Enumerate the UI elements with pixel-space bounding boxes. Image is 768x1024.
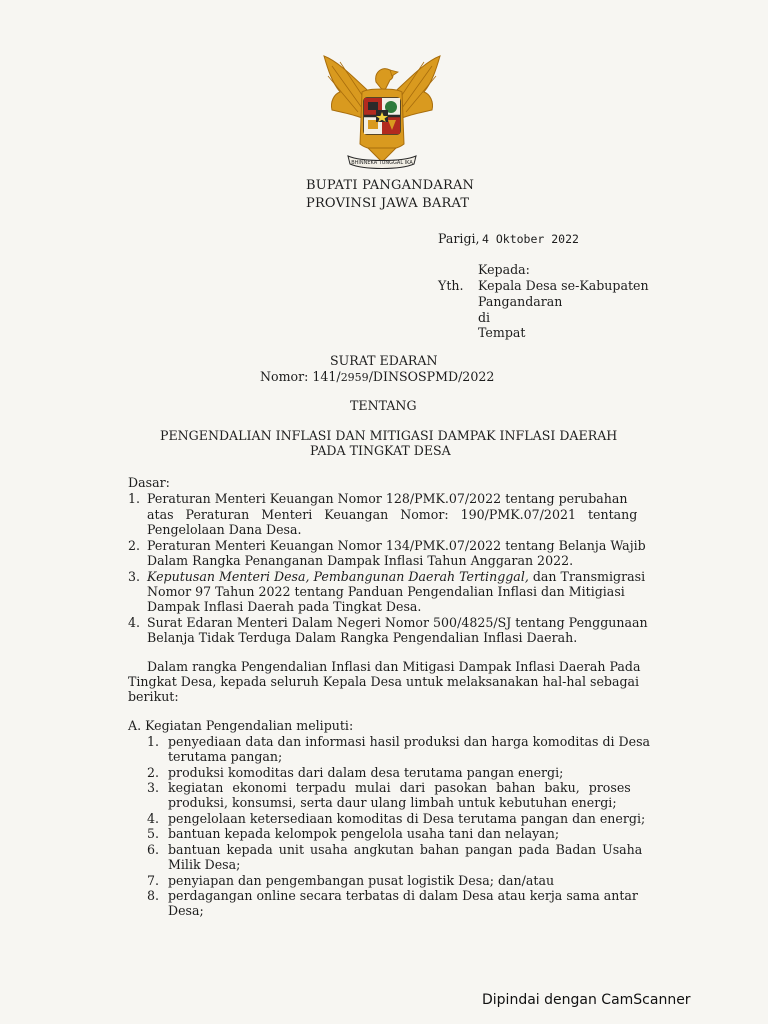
dasar-item-number: 1. (128, 491, 141, 506)
issuer-title: BUPATI PANGANDARAN (306, 178, 475, 193)
section-a-item-number: 3. (147, 780, 160, 795)
section-a-item-line: penyediaan data dan informasi hasil produksi dan harga komoditas di Desa (168, 734, 651, 749)
document-type: SURAT EDARAN (330, 353, 438, 368)
dasar-item-line: Keputusan Menteri Desa, Pembangunan Daerah Tertinggal, dan Transmigrasi (147, 569, 646, 584)
recipient-kepada: Kepada: (478, 262, 530, 277)
section-a-item-number: 1. (147, 734, 160, 749)
dasar-item-number: 3. (128, 569, 141, 584)
dasar-item-line: Pengelolaan Dana Desa. (147, 522, 302, 537)
recipient-line: Tempat (478, 325, 526, 340)
dasar-item-line: Peraturan Menteri Keuangan Nomor 134/PMK.07/2022 tentang Belanja Wajib (147, 538, 646, 553)
section-a-item-line: penyiapan dan pengembangan pusat logistik Desa; dan/atau (168, 873, 555, 888)
recipient-yth: Yth. (438, 278, 464, 293)
section-a-item-line: pengelolaan ketersediaan komoditas di Desa terutama pangan dan energi; (168, 811, 646, 826)
section-a-item-number: 2. (147, 765, 160, 780)
section-a-item-line: produksi komoditas dari dalam desa terutama pangan energi; (168, 765, 564, 780)
subject-line: PADA TINGKAT DESA (310, 443, 451, 458)
section-a-item-number: 4. (147, 811, 160, 826)
section-a-item-line: bantuan kepada kelompok pengelola usaha tani dan nelayan; (168, 826, 560, 841)
dasar-item-line: Surat Edaran Menteri Dalam Negeri Nomor 500/4825/SJ tentang Penggunaan (147, 615, 648, 630)
tentang-heading: TENTANG (350, 398, 417, 413)
section-a-item-line: kegiatan ekonomi terpadu mulai dari pasokan bahan baku, proses (168, 780, 631, 795)
intro-line: Tingkat Desa, kepada seluruh Kepala Desa untuk melaksanakan hal-hal sebagai (128, 674, 640, 689)
letter-date: 4 Oktober 2022 (482, 232, 579, 246)
section-a-item-number: 7. (147, 873, 160, 888)
section-a-heading: A. Kegiatan Pengendalian meliputi: (128, 718, 354, 733)
intro-line: Dalam rangka Pengendalian Inflasi dan Mitigasi Dampak Inflasi Daerah Pada (147, 659, 641, 674)
intro-line: berikut: (128, 689, 179, 704)
section-a-item-line: terutama pangan; (168, 749, 283, 764)
letter-place: Parigi, (438, 231, 480, 246)
recipient-line: Kepala Desa se-Kabupaten (478, 278, 649, 293)
issuer-province: PROVINSI JAWA BARAT (306, 196, 470, 211)
dasar-item-line: Dampak Inflasi Daerah pada Tingkat Desa. (147, 599, 422, 614)
dasar-item-line: Nomor 97 Tahun 2022 tentang Panduan Pengendalian Inflasi dan Mitigiasi (147, 584, 625, 599)
recipient-line: Pangandaran (478, 294, 563, 309)
dasar-item-line: atas Peraturan Menteri Keuangan Nomor: 190/PMK.07/2021 tentang (147, 507, 638, 522)
document-number: Nomor: 141/2959/DINSOSPMD/2022 (260, 369, 495, 384)
dasar-item-number: 2. (128, 538, 141, 553)
section-a-item-line: bantuan kepada unit usaha angkutan bahan pangan pada Badan Usaha (168, 842, 643, 857)
recipient-line: di (478, 310, 491, 325)
dasar-item-line: Belanja Tidak Terduga Dalam Rangka Pengendalian Inflasi Daerah. (147, 630, 578, 645)
section-a-item-line: Milik Desa; (168, 857, 241, 872)
section-a-item-line: Desa; (168, 903, 204, 918)
dasar-item-line: Peraturan Menteri Keuangan Nomor 128/PMK.07/2022 tentang perubahan (147, 491, 628, 506)
subject-line: PENGENDALIAN INFLASI DAN MITIGASI DAMPAK INFLASI DAERAH (160, 428, 618, 443)
section-a-item-number: 5. (147, 826, 160, 841)
scanner-watermark: Dipindai dengan CamScanner (482, 992, 691, 1008)
dasar-item-line: Dalam Rangka Penanganan Dampak Inflasi Tahun Anggaran 2022. (147, 553, 574, 568)
section-a-item-number: 6. (147, 842, 160, 857)
garuda-emblem-logo (318, 52, 446, 176)
dasar-item-number: 4. (128, 615, 141, 630)
section-a-item-number: 8. (147, 888, 160, 903)
svg-text:BHINNEKA TUNGGAL IKA: BHINNEKA TUNGGAL IKA (351, 160, 413, 166)
section-a-item-line: produksi, konsumsi, serta daur ulang limbah untuk kebutuhan energi; (168, 795, 617, 810)
dasar-label: Dasar: (128, 475, 170, 490)
section-a-item-line: perdagangan online secara terbatas di dalam Desa atau kerja sama antar (168, 888, 638, 903)
